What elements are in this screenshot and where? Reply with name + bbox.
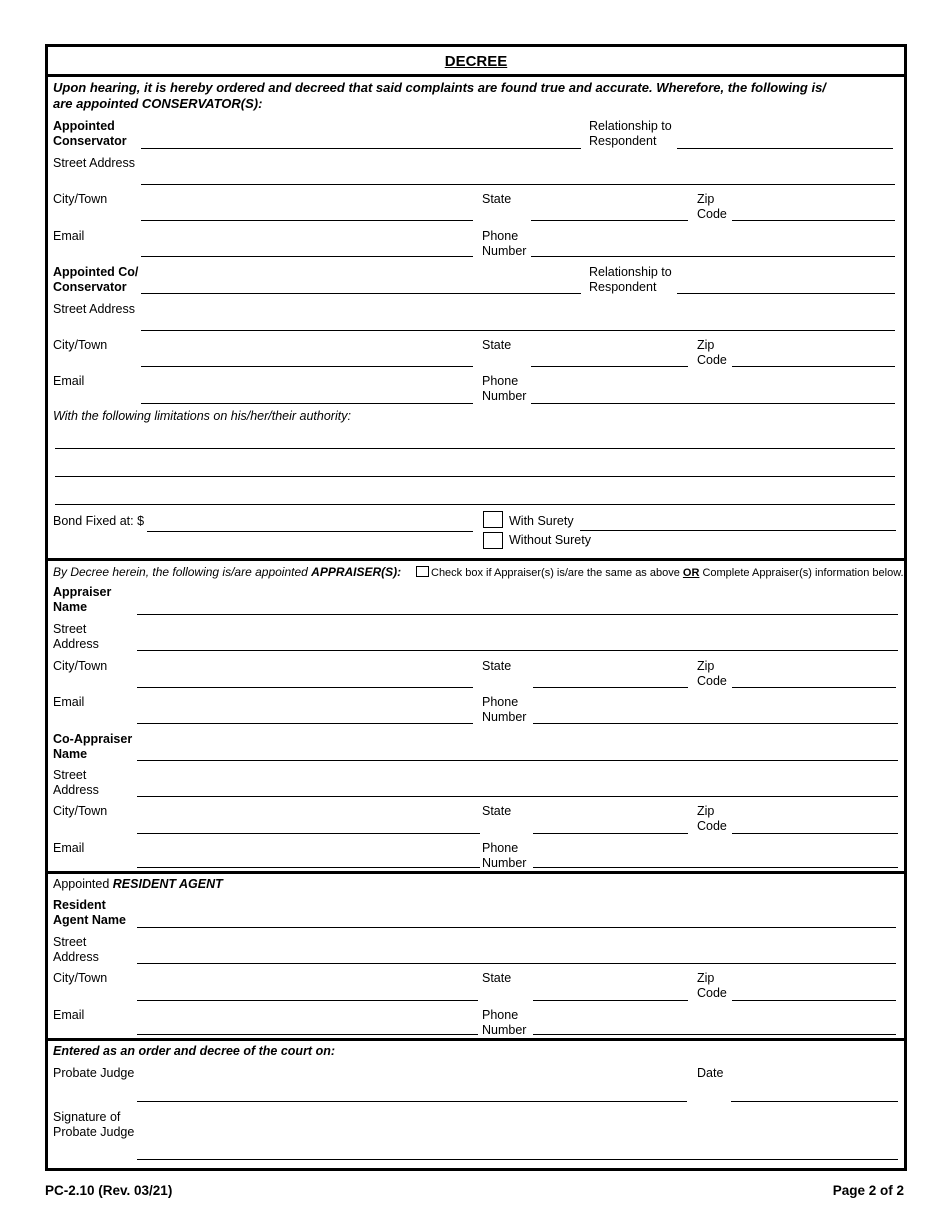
co-appraiser-email-label: Email	[53, 841, 85, 855]
co-conservator-relationship-field[interactable]	[677, 293, 895, 294]
resident-agent-zip-label-2: Code	[697, 986, 727, 1000]
divider	[48, 1038, 904, 1041]
co-conservator-phone-label-2: Number	[482, 389, 527, 403]
resident-agent-state-field[interactable]	[533, 1000, 688, 1001]
conservator-relationship-label-2: Respondent	[589, 134, 657, 148]
conservator-zip-label: Zip	[697, 192, 715, 206]
conservator-relationship-label: Relationship to	[589, 119, 672, 133]
resident-agent-email-field[interactable]	[137, 1034, 478, 1035]
resident-agent-header-prefix: Appointed	[53, 877, 113, 891]
co-conservator-email-label: Email	[53, 374, 85, 388]
without-surety-checkbox[interactable]	[483, 532, 503, 549]
resident-agent-city-field[interactable]	[137, 1000, 478, 1001]
limitations-label: With the following limitations on his/her/their authority:	[53, 409, 351, 423]
co-conservator-phone-label: Phone	[482, 374, 519, 388]
conservator-name-label-2: Conservator	[53, 134, 127, 148]
page-title: DECREE	[444, 53, 508, 70]
signature-field[interactable]	[137, 1159, 898, 1160]
appraiser-zip-label: Zip	[697, 659, 715, 673]
appraiser-header-bold: APPRAISER(S):	[311, 565, 402, 579]
conservator-state-label: State	[482, 192, 512, 206]
co-conservator-relationship-label-2: Respondent	[589, 280, 657, 294]
appraiser-phone-label: Phone	[482, 695, 519, 709]
co-appraiser-phone-label-2: Number	[482, 856, 527, 870]
appraiser-state-field[interactable]	[533, 687, 688, 688]
co-appraiser-street-label-2: Address	[53, 783, 99, 797]
conservator-street-label: Street Address	[53, 156, 135, 170]
divider	[48, 74, 904, 77]
conservator-street-field[interactable]	[141, 184, 895, 185]
co-appraiser-street-field[interactable]	[137, 796, 898, 797]
resident-agent-zip-label: Zip	[697, 971, 715, 985]
probate-judge-label: Probate Judge	[53, 1066, 135, 1080]
resident-agent-city-label: City/Town	[53, 971, 108, 985]
resident-agent-phone-label-2: Number	[482, 1023, 527, 1037]
signature-label-2: Probate Judge	[53, 1125, 135, 1139]
intro-line-1: Upon hearing, it is hereby ordered and decreed that said complaints are found true and accurate. Wherefore, the following is/	[53, 80, 826, 95]
co-appraiser-street-label: Street	[53, 768, 87, 782]
without-surety-label: Without Surety	[509, 533, 591, 547]
co-appraiser-phone-field[interactable]	[533, 867, 898, 868]
co-appraiser-name-label-2: Name	[53, 747, 88, 761]
conservator-state-field[interactable]	[531, 220, 688, 221]
co-conservator-name-field[interactable]	[141, 293, 581, 294]
resident-agent-zip-field[interactable]	[732, 1000, 896, 1001]
appraiser-name-field[interactable]	[137, 614, 898, 615]
appraiser-header-prefix: By Decree herein, the following is/are appointed	[53, 565, 312, 579]
conservator-zip-label-2: Code	[697, 207, 727, 221]
co-appraiser-city-label: City/Town	[53, 804, 108, 818]
co-conservator-city-label: City/Town	[53, 338, 108, 352]
co-conservator-relationship-label: Relationship to	[589, 265, 672, 279]
resident-agent-name-label-2: Agent Name	[53, 913, 126, 927]
appraiser-street-label: Street	[53, 622, 87, 636]
resident-agent-header	[53, 877, 223, 892]
divider	[48, 871, 904, 874]
co-conservator-name-label: Appointed Co/	[53, 265, 139, 279]
co-appraiser-name-label: Co-Appraiser	[53, 732, 133, 746]
co-conservator-zip-label: Zip	[697, 338, 715, 352]
appraiser-city-label: City/Town	[53, 659, 108, 673]
surety-field[interactable]	[580, 530, 896, 531]
appraiser-street-label-2: Address	[53, 637, 99, 651]
appraiser-street-field[interactable]	[137, 650, 898, 651]
resident-agent-phone-field[interactable]	[533, 1034, 896, 1035]
co-appraiser-zip-label: Zip	[697, 804, 715, 818]
conservator-phone-label-2: Number	[482, 244, 527, 258]
co-conservator-email-field[interactable]	[141, 403, 473, 404]
co-appraiser-name-field[interactable]	[137, 760, 898, 761]
appraiser-zip-field[interactable]	[732, 687, 896, 688]
order-header: Entered as an order and decree of the court on:	[53, 1044, 336, 1058]
appraiser-header	[53, 565, 401, 580]
co-conservator-street-field[interactable]	[141, 330, 895, 331]
bond-label: Bond Fixed at: $	[53, 514, 145, 528]
co-conservator-city-field[interactable]	[141, 366, 473, 367]
bond-amount-field[interactable]	[147, 531, 473, 532]
conservator-relationship-field[interactable]	[677, 148, 893, 149]
co-conservator-phone-field[interactable]	[531, 403, 895, 404]
conservator-email-field[interactable]	[141, 256, 473, 257]
limitations-line-3[interactable]	[55, 504, 895, 505]
same-as-above-checkbox[interactable]	[416, 566, 429, 577]
co-conservator-state-field[interactable]	[531, 366, 688, 367]
appraiser-state-label: State	[482, 659, 512, 673]
appraiser-phone-field[interactable]	[533, 723, 898, 724]
page-number: Page 2 of 2	[832, 1183, 904, 1198]
co-conservator-zip-label-2: Code	[697, 353, 727, 367]
co-conservator-state-label: State	[482, 338, 512, 352]
co-conservator-zip-field[interactable]	[732, 366, 895, 367]
appraiser-phone-label-2: Number	[482, 710, 527, 724]
co-conservator-name-label-2: Conservator	[53, 280, 127, 294]
conservator-email-label: Email	[53, 229, 85, 243]
appraiser-zip-label-2: Code	[697, 674, 727, 688]
or-label: OR	[682, 567, 700, 579]
intro-line-2: are appointed CONSERVATOR(S):	[53, 96, 263, 111]
resident-agent-phone-label: Phone	[482, 1008, 519, 1022]
resident-agent-state-label: State	[482, 971, 512, 985]
appraiser-email-field[interactable]	[137, 723, 473, 724]
co-conservator-street-label: Street Address	[53, 302, 135, 316]
with-surety-label: With Surety	[509, 514, 574, 528]
resident-agent-street-label: Street	[53, 935, 87, 949]
co-appraiser-email-field[interactable]	[137, 867, 480, 868]
co-appraiser-city-field[interactable]	[137, 833, 480, 834]
resident-agent-header-bold: RESIDENT AGENT	[112, 877, 223, 891]
appraiser-name-label: Appraiser	[53, 585, 112, 599]
co-appraiser-state-field[interactable]	[533, 833, 688, 834]
conservator-name-label: Appointed	[53, 119, 115, 133]
conservator-phone-field[interactable]	[531, 256, 895, 257]
same-as-above-text	[431, 566, 904, 581]
probate-judge-field[interactable]	[137, 1101, 687, 1102]
date-field[interactable]	[731, 1101, 898, 1102]
co-appraiser-phone-label: Phone	[482, 841, 519, 855]
limitations-line-1[interactable]	[55, 448, 895, 449]
form-id: PC-2.10 (Rev. 03/21)	[45, 1183, 173, 1198]
conservator-name-field[interactable]	[141, 148, 581, 149]
limitations-line-2[interactable]	[55, 476, 895, 477]
decree-form	[45, 44, 907, 1171]
resident-agent-street-label-2: Address	[53, 950, 99, 964]
conservator-city-field[interactable]	[141, 220, 473, 221]
conservator-city-label: City/Town	[53, 192, 108, 206]
co-appraiser-zip-field[interactable]	[732, 833, 898, 834]
resident-agent-street-field[interactable]	[137, 963, 896, 964]
complete-info-label: Complete Appraiser(s) information below.	[699, 567, 904, 579]
appraiser-city-field[interactable]	[137, 687, 473, 688]
appraiser-email-label: Email	[53, 695, 85, 709]
date-label: Date	[697, 1066, 724, 1080]
signature-label: Signature of	[53, 1110, 121, 1124]
resident-agent-name-field[interactable]	[137, 927, 896, 928]
resident-agent-name-label: Resident	[53, 898, 106, 912]
conservator-phone-label: Phone	[482, 229, 519, 243]
conservator-zip-field[interactable]	[732, 220, 895, 221]
resident-agent-email-label: Email	[53, 1008, 85, 1022]
same-as-above-label: Check box if Appraiser(s) is/are the same as above	[431, 567, 683, 579]
co-appraiser-state-label: State	[482, 804, 512, 818]
appraiser-name-label-2: Name	[53, 600, 88, 614]
with-surety-checkbox[interactable]	[483, 511, 503, 528]
co-appraiser-zip-label-2: Code	[697, 819, 727, 833]
divider	[48, 558, 904, 561]
